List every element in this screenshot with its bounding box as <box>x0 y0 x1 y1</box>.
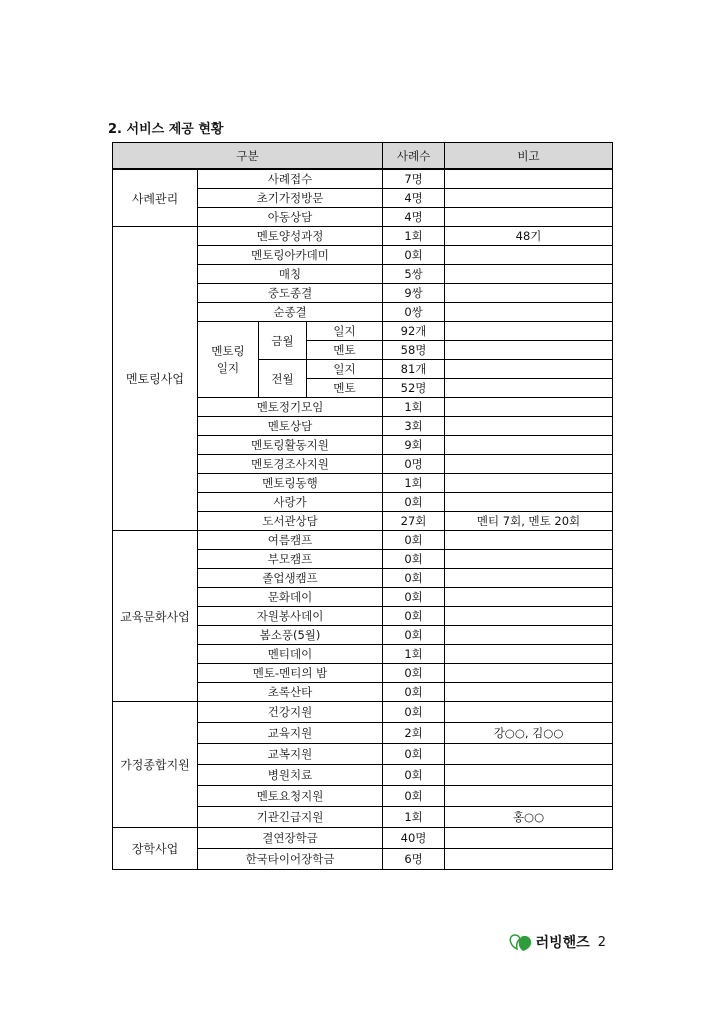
row-note <box>445 765 613 786</box>
group-family: 가정종합지원 <box>113 702 198 828</box>
footer-brand: 러빙핸즈 <box>535 935 590 951</box>
this-month-label: 금월 <box>259 322 307 360</box>
row-note <box>445 493 613 512</box>
header-note: 비고 <box>445 143 613 170</box>
row-label: 중도종결 <box>198 284 383 303</box>
row-note <box>445 849 613 870</box>
section-title: 2. 서비스 제공 현황 <box>108 122 224 137</box>
table-row <box>113 531 613 550</box>
row-note <box>445 607 613 626</box>
table-row <box>113 169 613 189</box>
row-count: 0회 <box>383 569 445 588</box>
row-count: 58명 <box>383 341 445 360</box>
row-label: 부모캠프 <box>198 550 383 569</box>
row-label: 자원봉사데이 <box>198 607 383 626</box>
row-count: 27회 <box>383 512 445 531</box>
row-note <box>445 379 613 398</box>
row-label: 멘토경조사지원 <box>198 455 383 474</box>
row-count: 1회 <box>383 645 445 664</box>
row-label: 교육지원 <box>198 723 383 744</box>
row-label: 여름캠프 <box>198 531 383 550</box>
row-count: 6명 <box>383 849 445 870</box>
row-note <box>445 322 613 341</box>
header-count: 사례수 <box>383 143 445 170</box>
table-header-row <box>113 143 613 170</box>
row-count: 1회 <box>383 474 445 493</box>
row-note <box>445 303 613 322</box>
row-note <box>445 455 613 474</box>
row-label: 초기가정방문 <box>198 189 383 208</box>
row-label: 순종결 <box>198 303 383 322</box>
row-label: 졸업생캠프 <box>198 569 383 588</box>
row-label: 멘토링동행 <box>198 474 383 493</box>
row-note <box>445 550 613 569</box>
total-label: 전월 <box>259 360 307 398</box>
row-count: 4명 <box>383 208 445 227</box>
row-label: 아동상담 <box>198 208 383 227</box>
row-note <box>445 265 613 284</box>
row-note <box>445 284 613 303</box>
row-count: 4명 <box>383 189 445 208</box>
row-count: 0회 <box>383 626 445 645</box>
row-note <box>445 786 613 807</box>
mentoring-diary-line2: 일지 <box>216 360 240 375</box>
row-label: 문화데이 <box>198 588 383 607</box>
row-note <box>445 398 613 417</box>
row-label: 건강지원 <box>198 702 383 723</box>
row-note: 48기 <box>445 227 613 246</box>
group-mentoring: 멘토링사업 <box>113 227 198 531</box>
row-count: 1회 <box>383 398 445 417</box>
row-note <box>445 645 613 664</box>
row-note <box>445 417 613 436</box>
row-label: 교복지원 <box>198 744 383 765</box>
row-label: 멘토링활동지원 <box>198 436 383 455</box>
row-count: 52명 <box>383 379 445 398</box>
row-note <box>445 828 613 849</box>
row-count: 0회 <box>383 744 445 765</box>
row-count: 2회 <box>383 723 445 744</box>
row-note: 강○○, 김○○ <box>445 723 613 744</box>
row-note <box>445 531 613 550</box>
service-table <box>112 142 613 870</box>
loving-hands-logo-icon <box>508 932 534 952</box>
row-count: 81개 <box>383 360 445 379</box>
row-label: 일지 <box>307 360 383 379</box>
row-note <box>445 341 613 360</box>
row-count: 0회 <box>383 786 445 807</box>
mentoring-diary-cell <box>198 322 259 398</box>
row-label: 멘토양성과정 <box>198 227 383 246</box>
row-label: 도서관상담 <box>198 512 383 531</box>
row-count: 0회 <box>383 664 445 683</box>
row-label: 멘티데이 <box>198 645 383 664</box>
row-count: 0명 <box>383 455 445 474</box>
row-label: 한국타이어장학금 <box>198 849 383 870</box>
row-label: 초록산타 <box>198 683 383 702</box>
row-note <box>445 189 613 208</box>
row-label: 멘토 <box>307 379 383 398</box>
row-label: 멘토정기모임 <box>198 398 383 417</box>
row-label: 사랑가 <box>198 493 383 512</box>
row-note <box>445 208 613 227</box>
row-note: 홍○○ <box>445 807 613 828</box>
table-row <box>113 828 613 849</box>
row-note <box>445 664 613 683</box>
row-count: 3회 <box>383 417 445 436</box>
row-note <box>445 436 613 455</box>
row-count: 5쌍 <box>383 265 445 284</box>
row-count: 9회 <box>383 436 445 455</box>
row-label: 병원치료 <box>198 765 383 786</box>
row-label: 매칭 <box>198 265 383 284</box>
row-count: 0회 <box>383 531 445 550</box>
row-note <box>445 744 613 765</box>
row-note <box>445 702 613 723</box>
row-label: 봄소풍(5월) <box>198 626 383 645</box>
row-count: 1회 <box>383 227 445 246</box>
row-label: 멘토상담 <box>198 417 383 436</box>
row-count: 0회 <box>383 607 445 626</box>
row-label: 결연장학금 <box>198 828 383 849</box>
row-count: 40명 <box>383 828 445 849</box>
row-count: 7명 <box>383 169 445 189</box>
row-count: 0회 <box>383 246 445 265</box>
row-note <box>445 474 613 493</box>
row-count: 1회 <box>383 807 445 828</box>
group-edu: 교육문화사업 <box>113 531 198 702</box>
row-note <box>445 626 613 645</box>
row-note <box>445 569 613 588</box>
header-category: 구분 <box>113 143 383 170</box>
table-row <box>113 702 613 723</box>
table-row <box>113 227 613 246</box>
row-label: 기관긴급지원 <box>198 807 383 828</box>
row-label: 멘토요청지원 <box>198 786 383 807</box>
row-count: 0회 <box>383 683 445 702</box>
row-label: 일지 <box>307 322 383 341</box>
mentoring-diary-line1: 멘토링 <box>211 343 245 358</box>
row-count: 92개 <box>383 322 445 341</box>
row-count: 0회 <box>383 702 445 723</box>
row-label: 멘토 <box>307 341 383 360</box>
row-note <box>445 683 613 702</box>
group-case: 사례관리 <box>113 169 198 227</box>
row-note <box>445 169 613 189</box>
row-label: 사례접수 <box>198 169 383 189</box>
row-note <box>445 246 613 265</box>
group-scholar: 장학사업 <box>113 828 198 870</box>
row-note <box>445 360 613 379</box>
row-count: 0회 <box>383 550 445 569</box>
row-count: 0회 <box>383 493 445 512</box>
row-count: 9쌍 <box>383 284 445 303</box>
row-note: 멘티 7회, 멘토 20회 <box>445 512 613 531</box>
row-label: 멘토링아카데미 <box>198 246 383 265</box>
footer <box>508 932 606 952</box>
row-note <box>445 588 613 607</box>
row-count: 0회 <box>383 765 445 786</box>
row-count: 0쌍 <box>383 303 445 322</box>
page-number: 2 <box>597 934 606 950</box>
row-count: 0회 <box>383 588 445 607</box>
row-label: 멘토-멘티의 밤 <box>198 664 383 683</box>
